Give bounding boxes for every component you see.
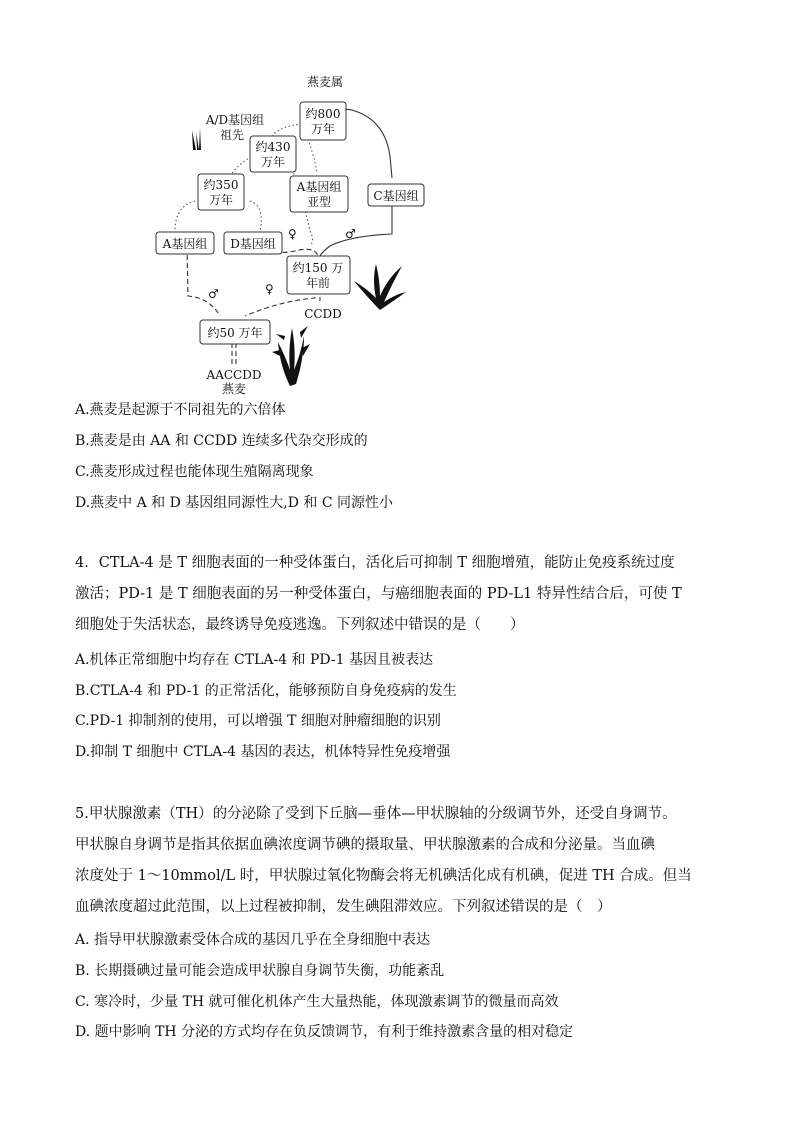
line-50-to-aaccdd — [232, 343, 236, 366]
line-800-to-430 — [272, 124, 302, 136]
label-oat-genus: 燕麦属 — [306, 75, 344, 89]
box-350-line2: 万年 — [208, 193, 234, 207]
box-50-label: 约50 万年 — [207, 326, 263, 340]
line-350-to-a — [175, 201, 195, 231]
box-150-line1: 约150 万 — [292, 261, 344, 275]
box-430-line2: 万年 — [260, 155, 286, 169]
q5-stem-line-4: 血碘浓度超过此范围，以上过程被抑制，发生碘阻滞效应。下列叙述错误的是（ ） — [75, 899, 612, 915]
q4-option-b: B.CTLA-4 和 PD-1 的正常活化，能够预防自身免疫病的发生 — [75, 683, 457, 699]
box-350-line1: 约350 — [203, 178, 239, 192]
box-a-subtype-line1: A基因组 — [296, 180, 342, 194]
box-d-genome-label: D基因组 — [230, 237, 276, 251]
q3-option-b: B.燕麦是由 AA 和 CCDD 连续多代杂交形成的 — [75, 433, 368, 449]
q4-stem-line-1: 4．CTLA-4 是 T 细胞表面的一种受体蛋白，活化后可抑制 T 细胞增殖，能防止免疫系统过度 — [75, 555, 675, 571]
q5-option-d: D. 题中影响 TH 分泌的方式均存在负反馈调节，有利于维持激素含量的相对稳定 — [75, 1024, 574, 1040]
box-a-subtype-line2: 亚型 — [306, 195, 332, 209]
female-symbol-2: ♀ — [265, 282, 274, 296]
box-c-genome-label: C基因组 — [373, 189, 419, 203]
q4-option-a: A.机体正常细胞中均存在 CTLA-4 和 PD-1 基因且被表达 — [75, 652, 433, 668]
q3-option-c: C.燕麦形成过程也能体现生殖隔离现象 — [75, 464, 314, 480]
q5-stem-line-1: 5.甲状腺激素（TH）的分泌除了受到下丘脑—垂体—甲状腺轴的分级调节外，还受自身调节。 — [75, 806, 677, 822]
grass-plant-icon-medium — [354, 264, 406, 310]
label-aaccdd: AACCDD — [206, 368, 262, 382]
label-ancestor-1: A/D基因组 — [205, 113, 265, 127]
box-a-genome-label: A基因组 — [162, 237, 208, 251]
q5-option-b: B. 长期摄碘过量可能会造成甲状腺自身调节失衡，功能紊乱 — [75, 963, 445, 979]
q3-option-d: D.燕麦中 A 和 D 基因组同源性大,D 和 C 同源性小 — [75, 495, 394, 511]
q5-option-a: A. 指导甲状腺激素受体合成的基因几乎在全身细胞中表达 — [75, 932, 431, 948]
q5-stem-line-2: 甲状腺自身调节是指其依据血碘浓度调节碘的摄取量、甲状腺激素的合成和分泌量。当血碘 — [75, 837, 655, 853]
q5-stem — [75, 799, 735, 923]
line-350-to-d — [250, 201, 261, 231]
q4-stem-line-2: 激活；PD-1 是 T 细胞表面的另一种受体蛋白，与癌细胞表面的 PD-L1 特异性结合后，可使 T — [75, 586, 682, 602]
label-ccdd: CCDD — [304, 307, 342, 321]
label-ancestor-2: 祖先 — [219, 128, 245, 142]
q4-option-d: D.抑制 T 细胞中 CTLA-4 基因的表达，机体特异性免疫增强 — [75, 744, 451, 760]
line-a-to-50 — [187, 247, 220, 316]
q4-stem — [75, 548, 735, 641]
q4-stem-line-3: 细胞处于失活状态，最终诱导免疫逃逸。下列叙述中错误的是（ ） — [75, 617, 525, 633]
box-430-line1: 约430 — [255, 140, 291, 154]
grass-plant-icon-small — [192, 128, 201, 150]
label-oat: 燕麦 — [221, 382, 247, 396]
q4-option-c: C.PD-1 抑制剂的使用，可以增强 T 细胞对肿瘤细胞的识别 — [75, 713, 441, 729]
box-800-line2: 万年 — [310, 122, 336, 136]
box-800-line1: 约800 — [305, 107, 341, 121]
diagram-svg — [140, 66, 440, 396]
q5-option-c: C. 寒冷时，少量 TH 就可催化机体产生大量热能，体现激素调节的微量而高效 — [75, 994, 559, 1010]
box-150-line2: 年前 — [305, 276, 331, 290]
oat-evolution-diagram — [140, 66, 440, 396]
female-symbol-1: ♀ — [288, 227, 297, 241]
q3-option-a: A.燕麦是起源于不同祖先的六倍体 — [75, 402, 286, 418]
oat-plant-icon-large — [272, 326, 310, 386]
male-symbol-2: ♂ — [208, 287, 219, 301]
male-symbol-1: ♂ — [345, 227, 356, 241]
q5-stem-line-3: 浓度处于 1～10mmol/L 时，甲状腺过氧化物酶会将无机碘活化成有机碘，促进 TH 合成。但当 — [75, 868, 692, 884]
